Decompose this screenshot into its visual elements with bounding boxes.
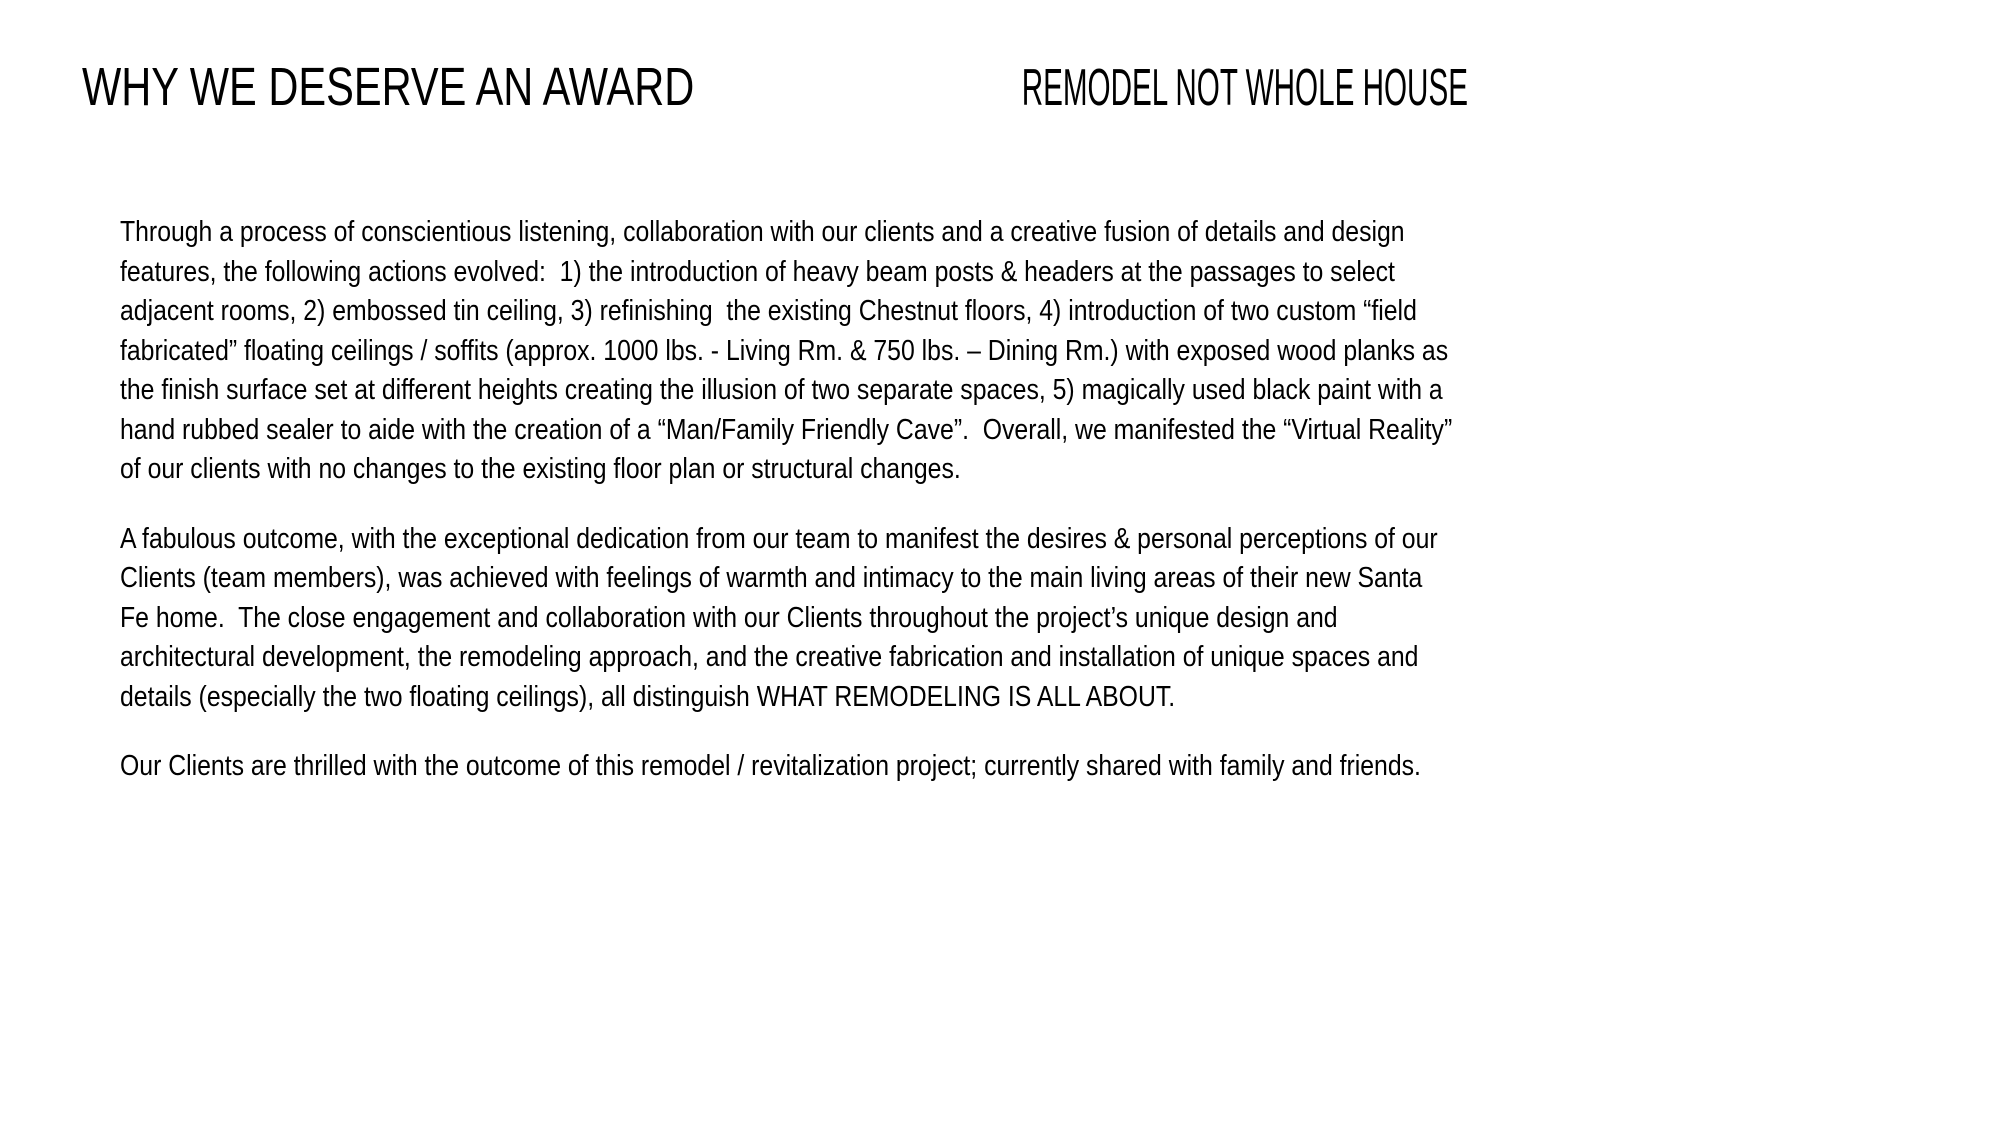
- paragraph-clients: Our Clients are thrilled with the outcome of this remodel / revitalization project; currently shared with family and friends.: [120, 750, 1421, 782]
- title-left: WHY WE DESERVE AN AWARD: [82, 57, 695, 117]
- title-right: REMODEL NOT WHOLE HOUSE: [1021, 59, 1468, 117]
- paragraph-outcome: A fabulous outcome, with the exceptional dedication from our team to manifest the desires & personal perceptions of our Clients (team members), was achieved with feelings of warmth and intimacy to the main living areas of their new Santa Fe home. The close engagement and collaboration with our Clients throughout the project’s unique design and architectural development, the remodeling approach, and the creative fabrication and installation of unique spaces and details (especially the two floating ceilings), all distinguish WHAT REMODELING IS ALL ABOUT.: [120, 522, 1445, 713]
- slide-body: [120, 213, 1460, 817]
- paragraph-process: Through a process of conscientious listening, collaboration with our clients and a creative fusion of details and design features, the following actions evolved: 1) the introduction of heavy beam posts & headers at the passages to select adjacent rooms, 2) embossed tin ceiling, 3) refinishing the existing Chestnut floors, 4) introduction of two custom “field fabricated” floating ceilings / soffits (approx. 1000 lbs. - Living Rm. & 750 lbs. – Dining Rm.) with exposed wood planks as the finish surface set at different heights creating the illusion of two separate spaces, 5) magically used black paint with a hand rubbed sealer to aide with the creation of a “Man/Family Friendly Cave”. Overall, we manifested the “Virtual Reality” of our clients with no changes to the existing floor plan or structural changes.: [120, 216, 1460, 485]
